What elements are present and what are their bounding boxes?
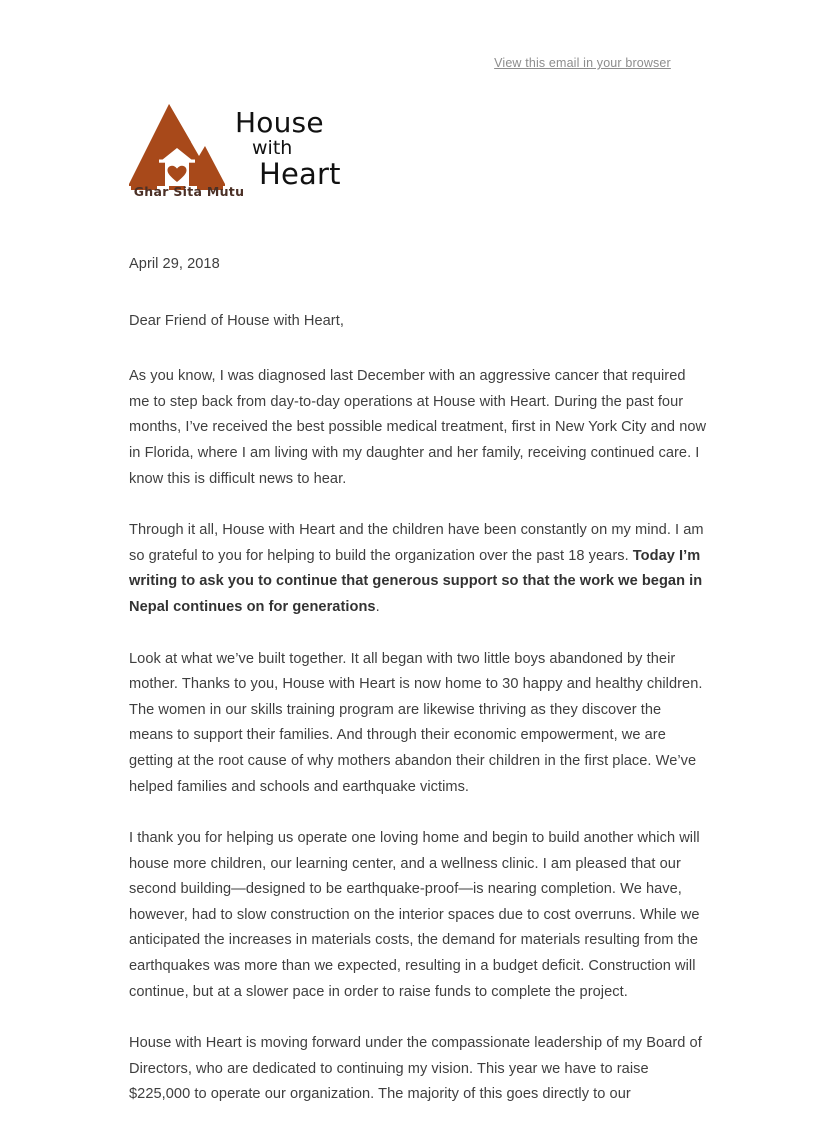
letter-salutation: Dear Friend of House with Heart, (129, 312, 344, 329)
letter-paragraph-1: As you know, I was diagnosed last December with an aggressive cancer that required me to step back from day-to-day operations at House with Heart. During the past four months, I’ve received the best possible medical treatment, first in New York City and now in Florida, where I am living with my daughter and her family, receiving continued care. I know this is difficult news to hear. (129, 368, 707, 487)
paragraph-2-tail: . (375, 598, 380, 615)
paragraph-2-emphasis: Today I’m writing to ask you to continue that generous support so that the work we began in Nepal continues on for generations (129, 547, 703, 615)
letter-paragraph-3: Look at what we’ve built together. It all began with two little boys abandoned by their mother. Thanks to you, House with Heart is now home to 30 happy and healthy children. The women in our skills training program are likewise thriving as they discover the means to support their families. And through their economic empowerment, we are getting at the root cause of why mothers abandon their children in the first place. We’ve helped families and schools and earthquake victims. (129, 650, 703, 795)
letter-paragraph-5: House with Heart is moving forward under the compassionate leadership of my Board of Directors, who are dedicated to continuing my vision. This year we have to raise $225,000 to operate our organization. The majority of this goes directly to our (129, 1035, 702, 1103)
letter-body (129, 252, 709, 1134)
view-in-browser-link[interactable]: View this email in your browser (494, 56, 671, 70)
letter-date: April 29, 2018 (129, 256, 220, 272)
logo-wordmark-line-2: with (252, 137, 293, 159)
letter-paragraph-2 (129, 518, 709, 620)
logo-block[interactable] (129, 98, 429, 210)
preheader-bar (0, 54, 835, 72)
logo-wordmark (217, 108, 432, 190)
paragraph-2-lead: Through it all, House with Heart and the children have been constantly on my mind. I am so grateful to you for helping to build the organization over the past 18 years. (129, 522, 704, 564)
logo-tagline: Ghar Sita Mutu (133, 184, 245, 199)
logo-wordmark-line-3: Heart (259, 157, 341, 191)
letter-paragraph-4: I thank you for helping us operate one loving home and begin to build another which will house more children, our learning center, and a wellness clinic. I am pleased that our second building—designed to be earthquake-proof—is nearing completion. We have, however, had to slow construction on the interior spaces due to cost overruns. While we anticipated the increases in materials costs, the demand for materials resulting from the earthquakes was more than we expected, resulting in a budget deficit. Construction will continue, but at a slower pace in order to raise funds to complete the project. (129, 830, 700, 1000)
logo-wordmark-line-1: House (235, 106, 324, 139)
